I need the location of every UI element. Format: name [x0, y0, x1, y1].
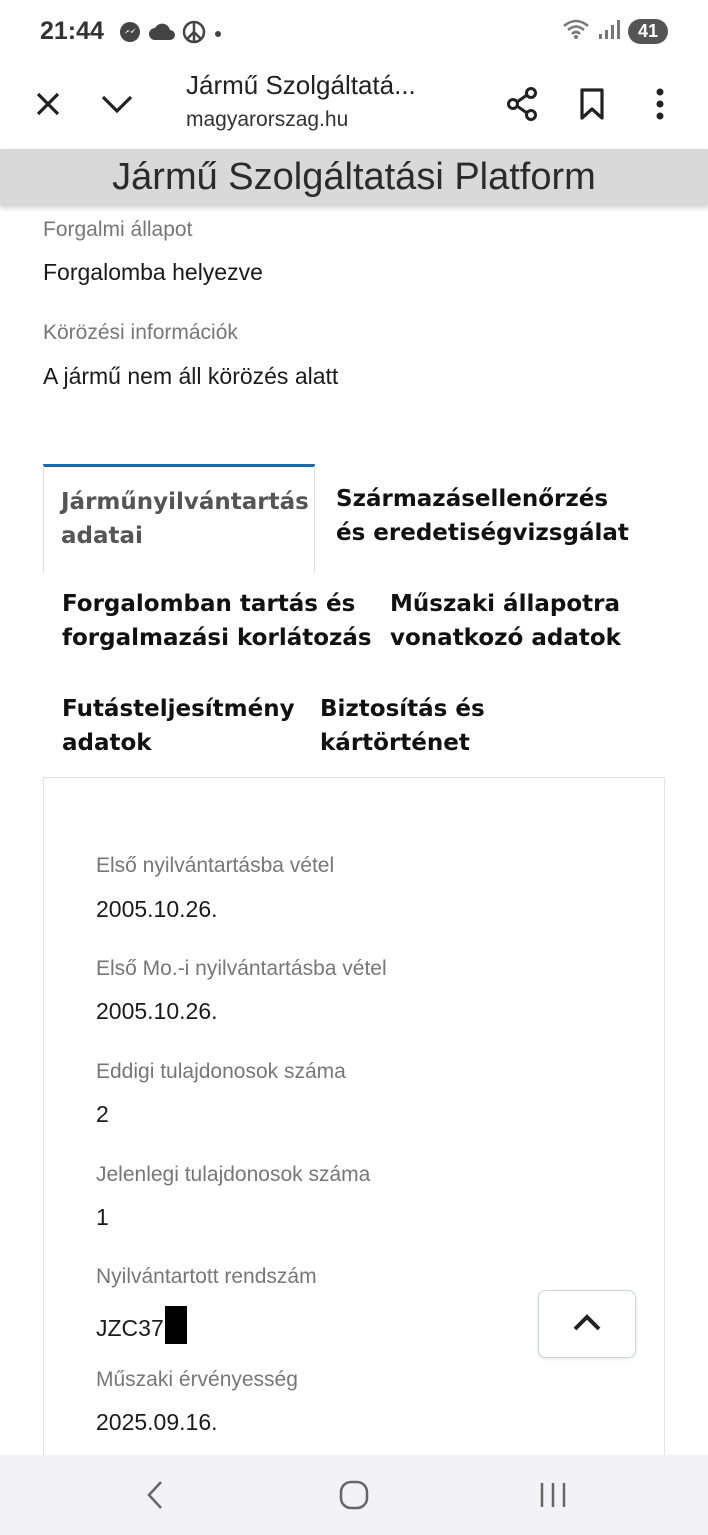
current-owners-value: 1 — [96, 1204, 109, 1230]
wifi-icon — [562, 18, 590, 44]
site-header — [0, 149, 708, 205]
plate-number-field — [96, 1306, 187, 1344]
tab-label-line1: Járműnyilvántartás — [61, 489, 309, 515]
messenger-icon — [118, 20, 142, 48]
bookmark-icon[interactable] — [568, 80, 616, 128]
traffic-status-value: Forgalomba helyezve — [43, 259, 263, 285]
back-icon[interactable] — [125, 1475, 185, 1515]
tab-label-line1: Futásteljesítmény — [62, 696, 295, 722]
status-icons-right — [562, 18, 668, 44]
tab-label-line1: Forgalomban tartás és — [62, 591, 356, 617]
battery-indicator: 41 — [628, 19, 668, 44]
plate-number-label: Nyilvántartott rendszám — [96, 1265, 317, 1288]
dot-icon — [212, 25, 224, 44]
tab-traffic-restriction[interactable] — [62, 587, 372, 655]
tab-technical-condition[interactable] — [390, 587, 621, 655]
share-icon[interactable] — [498, 80, 546, 128]
tab-origin-check[interactable] — [336, 482, 629, 550]
first-hu-registration-value: 2005.10.26. — [96, 998, 218, 1024]
technical-validity-label: Műszaki érvényesség — [96, 1368, 298, 1391]
tab-label-line1: Biztosítás és — [320, 696, 485, 722]
more-options-icon[interactable] — [636, 80, 684, 128]
chevron-up-icon — [572, 1312, 602, 1336]
first-registration-value: 2005.10.26. — [96, 896, 218, 922]
site-title: Jármű Szolgáltatási Platform — [112, 156, 596, 198]
tab-label-line2: és eredetiségvizsgálat — [336, 520, 629, 546]
wanted-info-label: Körözési információk — [43, 321, 238, 344]
tab-label-line1: Származásellenőrzés — [336, 486, 609, 512]
previous-owners-value: 2 — [96, 1101, 109, 1127]
tab-label-line2: vonatkozó adatok — [390, 625, 621, 651]
signal-icon — [598, 18, 620, 44]
peace-icon — [182, 20, 206, 48]
tab-registration-data[interactable] — [43, 464, 315, 573]
tab-label-line2: adatai — [61, 523, 143, 549]
cloud-icon — [148, 21, 176, 47]
technical-validity-value: 2025.09.16. — [96, 1409, 218, 1435]
first-hu-registration-label: Első Mo.-i nyilvántartásba vétel — [96, 957, 387, 980]
traffic-status-label: Forgalmi állapot — [43, 218, 193, 241]
tab-mileage[interactable] — [62, 692, 295, 760]
redaction-box — [165, 1306, 187, 1344]
first-registration-label: Első nyilvántartásba vétel — [96, 854, 335, 877]
plate-number-value: JZC37 — [96, 1315, 164, 1341]
status-time: 21:44 — [40, 17, 104, 45]
browser-page-title[interactable]: Jármű Szolgáltatá... — [186, 70, 416, 100]
current-owners-label: Jelenlegi tulajdonosok száma — [96, 1163, 371, 1186]
browser-url[interactable]: magyarorszag.hu — [186, 108, 349, 131]
recent-apps-icon[interactable] — [523, 1475, 583, 1515]
chevron-down-icon[interactable] — [93, 80, 141, 128]
tab-label-line1: Műszaki állapotra — [390, 591, 620, 617]
status-bar — [0, 0, 708, 62]
home-icon[interactable] — [324, 1475, 384, 1515]
tab-insurance-history[interactable] — [320, 692, 485, 760]
wanted-info-value: A jármű nem áll körözés alatt — [43, 363, 339, 389]
tab-label-line2: adatok — [62, 730, 152, 756]
registration-data-panel — [43, 777, 665, 1478]
system-nav-bar — [0, 1455, 708, 1535]
tab-label-line2: kártörténet — [320, 730, 470, 756]
close-icon[interactable] — [24, 80, 72, 128]
scroll-to-top-button[interactable] — [538, 1290, 636, 1358]
tab-label-line2: forgalmazási korlátozás — [62, 625, 372, 651]
status-icons-left — [118, 20, 224, 48]
previous-owners-label: Eddigi tulajdonosok száma — [96, 1060, 346, 1083]
browser-toolbar — [0, 62, 708, 148]
